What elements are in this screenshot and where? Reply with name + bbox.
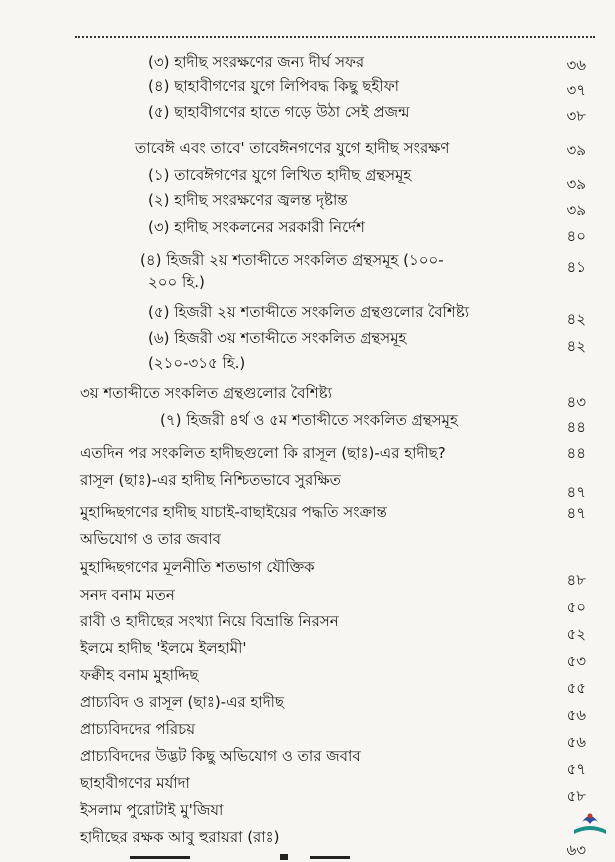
toc-entry-page: ৩৯ <box>566 201 586 219</box>
toc-section-title: মুহাদ্দিছগণের মূলনীতি শতভাগ যৌক্তিক <box>80 558 315 576</box>
toc-entry-title: (৩) হাদীছ সংকলনের সরকারী নির্দেশ <box>148 218 365 236</box>
toc-entry-page: ৪৪ <box>566 418 586 436</box>
toc-entry-page: ৪৩ <box>566 393 586 411</box>
toc-entry-page: ৪৮ <box>566 571 586 589</box>
toc-section-title: রাসূল (ছাঃ)-এর হাদীছ নিশ্চিতভাবে সুরক্ষিত <box>80 471 341 489</box>
toc-section-title: প্রাচ্যবিদদের পরিচয় <box>80 720 196 738</box>
toc-section-title: ছাহাবীগণের মর্যাদা <box>80 774 190 792</box>
toc-entry-page: ৫৬ <box>566 706 586 724</box>
toc-entry-title: (২) হাদীছ সংরক্ষণের জ্বলন্ত দৃষ্টান্ত <box>148 191 348 209</box>
toc-entry-page: ৫৮ <box>566 787 586 805</box>
toc-entry-page: ৫২ <box>566 625 586 643</box>
toc-section-title: তাবেঈ এবং তাবে' তাবেঈনগণের যুগে হাদীছ সংরক্ষণ <box>135 139 450 157</box>
toc-section-title: ৩য় শতাব্দীতে সংকলিত গ্রন্থগুলোর বৈশিষ্ট্য <box>80 384 332 402</box>
top-dotted-rule <box>75 36 595 38</box>
toc-entry-continuation: অভিযোগ ও তার জবাব <box>80 530 221 548</box>
toc-entry-page: ৪৭ <box>566 504 586 522</box>
toc-section-title: সনদ বনাম মতন <box>80 586 175 604</box>
toc-section-title: রাবী ও হাদীছের সংখ্যা নিয়ে বিভ্রান্তি নিরসন <box>80 612 339 630</box>
toc-section-title: প্রাচ্যবিদদের উদ্ভট কিছু অভিযোগ ও তার জবাব <box>80 747 361 765</box>
toc-entry-page: ৩৮ <box>566 107 586 125</box>
toc-entry-title: (১) তাবেঈগণের যুগে লিখিত হাদীছ গ্রন্থসমূহ <box>148 166 412 184</box>
toc-entry-page: ৬৩ <box>566 841 586 859</box>
toc-entry-page: ৪০ <box>566 227 586 245</box>
toc-entry-title: (৩) হাদীছ সংরক্ষণের জন্য দীর্ঘ সফর <box>148 53 365 71</box>
toc-entry-title: (৪) হিজরী ২য় শতাব্দীতে সংকলিত গ্রন্থসমূহ (১০০- <box>140 251 444 269</box>
toc-entry-page: ৫০ <box>566 598 586 616</box>
toc-entry-title: (৬) হিজরী ৩য় শতাব্দীতে সংকলিত গ্রন্থসমূহ <box>148 329 407 347</box>
toc-entry-page: ৩৯ <box>566 175 586 193</box>
toc-entry-page: ৪২ <box>566 337 586 355</box>
toc-section-title: ফক্বীহ বনাম মুহাদ্দিছ <box>80 666 199 684</box>
toc-entry-page: ৫৭ <box>566 760 586 778</box>
toc-entry-continuation: (২১০-৩১৫ হি.) <box>148 354 246 372</box>
toc-entry-page: ৫৩ <box>566 652 586 670</box>
toc-entry-page: ৪২ <box>566 310 586 328</box>
cropped-bottom-edge <box>0 850 615 862</box>
toc-entry-page: ৪৭ <box>566 483 586 501</box>
toc-entry-page: ৪১ <box>566 258 586 276</box>
toc-section-title: প্রাচ্যবিদ ও রাসূল (ছাঃ)-এর হাদীছ <box>80 693 285 711</box>
toc-entry-page: ৪৪ <box>566 444 586 462</box>
toc-section-title: ইসলাম পুরোটাই মু'জিযা <box>80 801 224 819</box>
publisher-logo-icon <box>572 808 608 838</box>
toc-entry-continuation: ২০০ হি.) <box>148 273 205 291</box>
toc-section-title: এতদিন পর সংকলিত হাদীছগুলো কি রাসূল (ছাঃ)-এর হাদীছ? <box>80 444 446 462</box>
toc-entry-page: ৫৬ <box>566 733 586 751</box>
toc-entry-title: (৫) ছাহাবীগণের হাতে গড়ে উঠা সেই প্রজন্ম <box>148 103 410 121</box>
toc-entry-title: (৪) ছাহাবীগণের যুগে লিপিবদ্ধ কিছু ছহীফা <box>148 77 400 95</box>
toc-section-title: ইলমে হাদীছ 'ইলমে ইলহামী' <box>80 639 247 657</box>
toc-entry-page: ৩৬ <box>566 56 586 74</box>
toc-entry-page: ৩৭ <box>566 81 586 99</box>
toc-entry-page: ৩৯ <box>566 141 586 159</box>
toc-entry-title: (৫) হিজরী ২য় শতাব্দীতে সংকলিত গ্রন্থগুলোর বৈশিষ্ট্য <box>148 303 470 321</box>
toc-entry-title: (৭) হিজরী ৪র্থ ও ৫ম শতাব্দীতে সংকলিত গ্রন্থসমূহ <box>160 411 458 429</box>
toc-entry-page: ৫৫ <box>566 679 586 697</box>
toc-section-title: মুহাদ্দিছগণের হাদীছ যাচাই-বাছাইয়ের পদ্ধতি সংক্রান্ত <box>80 503 387 521</box>
toc-section-title: হাদীছের রক্ষক আবু হুরায়রা (রাঃ) <box>80 828 280 846</box>
